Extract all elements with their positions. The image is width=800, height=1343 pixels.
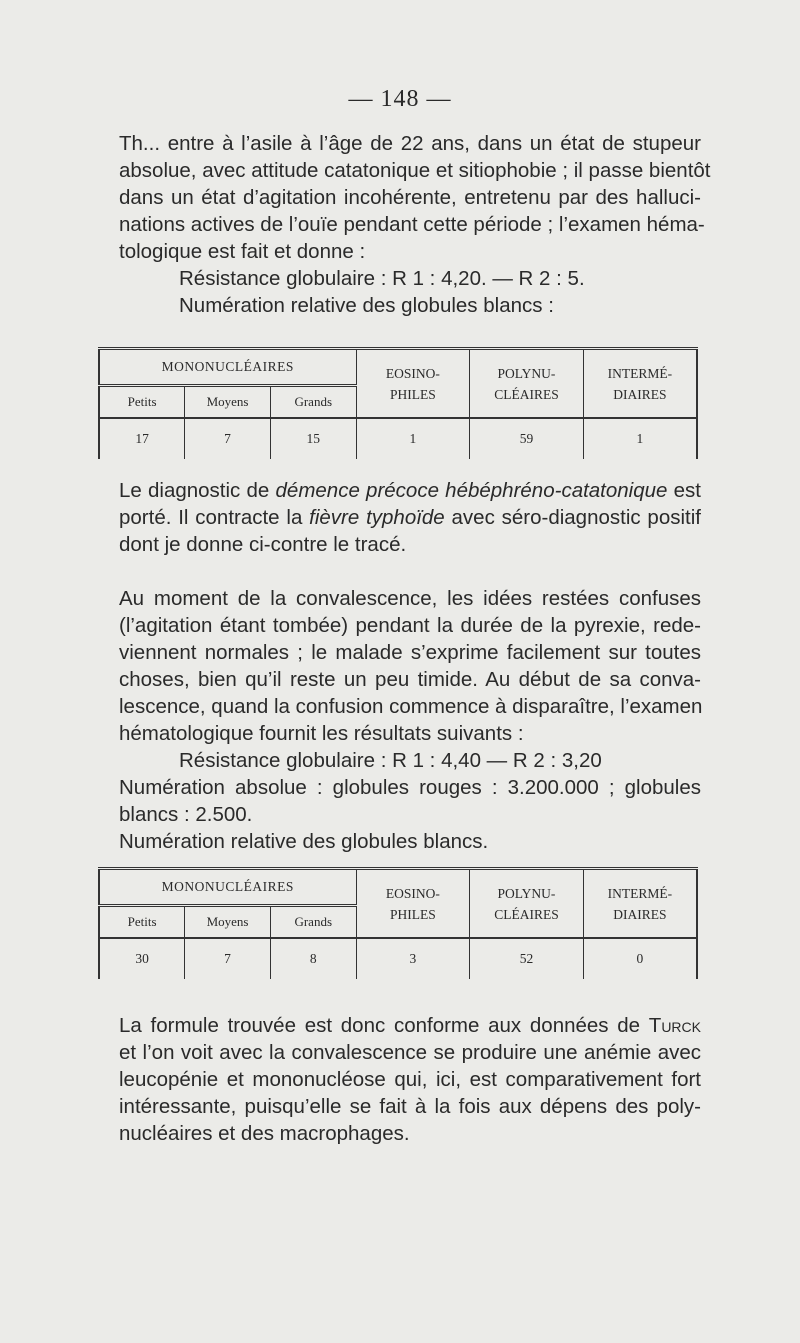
header-intermediaires: INTERMÉ- DIAIRES bbox=[583, 869, 697, 939]
resistance-line-2: Résistance globulaire : R 1 : 4,40 — R 2 : 3,20 bbox=[179, 749, 602, 772]
text-line: porté. Il contracte la fièvre typhoïde avec séro-diagnostic positif bbox=[119, 506, 701, 529]
cell-moyens: 7 bbox=[185, 418, 271, 459]
header-petits: Petits bbox=[99, 386, 185, 419]
paragraph-convalescence bbox=[119, 585, 701, 855]
text-line: intéressante, puisqu’elle se fait à la fois aux dépens des poly- bbox=[119, 1095, 701, 1118]
header-eosinophiles: EOSINO- PHILES bbox=[356, 869, 470, 939]
text-line: nations actives de l’ouïe pendant cette période ; l’examen héma- bbox=[119, 213, 705, 236]
cell-grands: 15 bbox=[270, 418, 356, 459]
numeration-absolue-line: Numération absolue : globules rouges : 3.200.000 ; globules bbox=[119, 776, 701, 799]
resistance-line-1: Résistance globulaire : R 1 : 4,20. — R 2 : 5. bbox=[179, 267, 585, 290]
cell-intermediaires: 1 bbox=[583, 418, 697, 459]
text-line: viennent normales ; le malade s’exprime facilement sur toutes bbox=[119, 641, 701, 664]
header-petits: Petits bbox=[99, 906, 185, 939]
text-line: lescence, quand la confusion commence à disparaître, l’examen bbox=[119, 695, 703, 718]
header-grands: Grands bbox=[270, 386, 356, 419]
text-line: La formule trouvée est donc conforme aux données de Turck bbox=[119, 1014, 701, 1037]
cell-moyens: 7 bbox=[185, 938, 271, 979]
blood-count-table-2 bbox=[98, 867, 698, 979]
page-number: — 148 — bbox=[348, 86, 452, 112]
cell-grands: 8 bbox=[270, 938, 356, 979]
text-line: (l’agitation étant tombée) pendant la durée de la pyrexie, rede- bbox=[119, 614, 701, 637]
cell-eosinophiles: 1 bbox=[356, 418, 470, 459]
cell-polynucleaires: 52 bbox=[470, 938, 584, 979]
text-line: Au moment de la convalescence, les idées restées confuses bbox=[119, 587, 701, 610]
numeration-title-2: Numération relative des globules blancs. bbox=[119, 830, 489, 853]
numeration-title-1: Numération relative des globules blancs : bbox=[179, 294, 554, 317]
text-line: choses, bien qu’il reste un peu timide. Au début de sa conva- bbox=[119, 668, 701, 691]
text-line: nucléaires et des macrophages. bbox=[119, 1122, 410, 1145]
header-moyens: Moyens bbox=[185, 386, 271, 419]
header-mononucleaires: MONONUCLÉAIRES bbox=[99, 349, 356, 386]
text-line: tologique est fait et donne : bbox=[119, 240, 366, 263]
paragraph-intro bbox=[119, 130, 711, 319]
text-line: et l’on voit avec la convalescence se produire une anémie avec bbox=[119, 1041, 701, 1064]
paragraph-diagnostic bbox=[119, 477, 701, 558]
cell-polynucleaires: 59 bbox=[470, 418, 584, 459]
header-polynucleaires: POLYNU- CLÉAIRES bbox=[470, 869, 584, 939]
header-mononucleaires: MONONUCLÉAIRES bbox=[99, 869, 356, 906]
cell-eosinophiles: 3 bbox=[356, 938, 470, 979]
header-grands: Grands bbox=[270, 906, 356, 939]
text-line: Le diagnostic de démence précoce hébéphréno-catatonique est bbox=[119, 479, 701, 502]
header-polynucleaires: POLYNU- CLÉAIRES bbox=[470, 349, 584, 419]
blood-count-table-1 bbox=[98, 347, 698, 459]
cell-petits: 30 bbox=[99, 938, 185, 979]
text-line: dans un état d’agitation incohérente, entretenu par des halluci- bbox=[119, 186, 701, 209]
author-name: Turck bbox=[648, 1014, 701, 1037]
header-intermediaires: INTERMÉ- DIAIRES bbox=[583, 349, 697, 419]
header-moyens: Moyens bbox=[185, 906, 271, 939]
text-line: Th... entre à l’asile à l’âge de 22 ans, dans un état de stupeur bbox=[119, 132, 701, 155]
text-line: hématologique fournit les résultats suivants : bbox=[119, 722, 524, 745]
cell-petits: 17 bbox=[99, 418, 185, 459]
text-line: absolue, avec attitude catatonique et sitiophobie ; il passe bientôt bbox=[119, 159, 711, 182]
text-line: leucopénie et mononucléose qui, ici, est comparativement fort bbox=[119, 1068, 701, 1091]
text-line: blancs : 2.500. bbox=[119, 803, 253, 826]
header-eosinophiles: EOSINO- PHILES bbox=[356, 349, 470, 419]
text-line: dont je donne ci-contre le tracé. bbox=[119, 533, 407, 556]
paragraph-conclusion bbox=[119, 1012, 701, 1147]
cell-intermediaires: 0 bbox=[583, 938, 697, 979]
